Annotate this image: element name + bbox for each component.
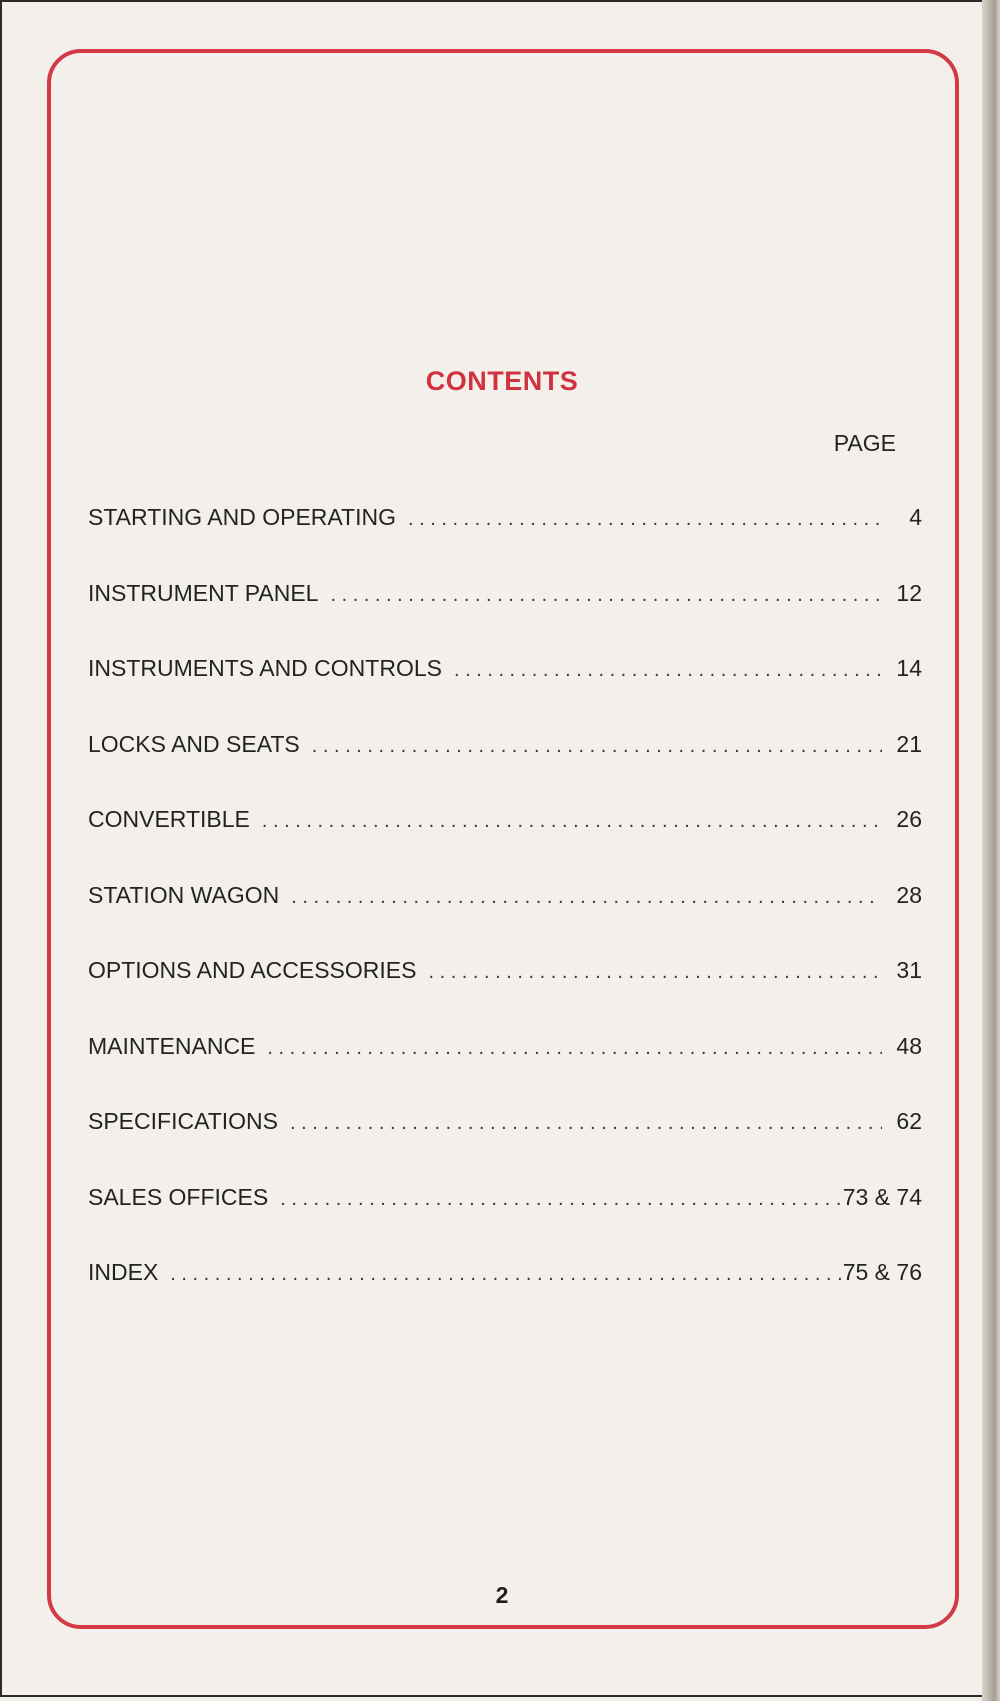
toc-entry-title: MAINTENANCE xyxy=(88,1032,256,1059)
toc-entry-title: INSTRUMENT PANEL xyxy=(88,579,319,606)
toc-entry xyxy=(88,731,922,807)
toc-entry-page: 12 xyxy=(896,579,922,606)
toc-entry-title: INSTRUMENTS AND CONTROLS xyxy=(88,655,442,681)
toc-entry xyxy=(88,1259,922,1335)
toc-entry-page: 4 xyxy=(909,504,922,530)
toc-entry-title: LOCKS AND SEATS xyxy=(88,730,300,757)
toc-dot-leader xyxy=(330,584,882,607)
toc-dot-leader xyxy=(428,961,882,984)
toc-entry xyxy=(88,1184,922,1260)
toc-dot-leader xyxy=(170,1263,840,1286)
toc-entry xyxy=(88,655,922,731)
toc-entry-title: SALES OFFICES xyxy=(88,1183,269,1210)
toc-entry xyxy=(88,882,922,958)
toc-dot-leader xyxy=(312,735,882,758)
toc-dot-leader xyxy=(290,1112,882,1135)
toc-entry xyxy=(88,580,922,656)
toc-dot-leader xyxy=(280,1188,840,1211)
toc-entry-title: STATION WAGON xyxy=(88,881,280,908)
toc-dot-leader xyxy=(262,810,882,833)
table-of-contents xyxy=(88,504,922,1335)
toc-entry-page: 73 & 74 xyxy=(842,1183,922,1210)
toc-entry-page: 62 xyxy=(896,1108,922,1134)
toc-entry-page: 14 xyxy=(896,655,922,681)
toc-entry xyxy=(88,504,922,580)
toc-entry-page: 31 xyxy=(896,957,922,983)
toc-entry xyxy=(88,1108,922,1184)
toc-entry-page: 26 xyxy=(896,806,922,832)
toc-entry-title: STARTING AND OPERATING xyxy=(88,504,396,530)
toc-dot-leader xyxy=(267,1037,882,1060)
toc-entry-page: 48 xyxy=(896,1032,922,1059)
toc-entry-title: CONVERTIBLE xyxy=(88,806,250,832)
toc-entry-title: SPECIFICATIONS xyxy=(88,1108,278,1134)
page-number: 2 xyxy=(495,1582,509,1608)
toc-entry-page: 75 & 76 xyxy=(842,1259,922,1285)
toc-entry-title: INDEX xyxy=(88,1259,159,1285)
toc-entry xyxy=(88,806,922,882)
toc-entry xyxy=(88,1033,922,1109)
page-column-header: PAGE xyxy=(833,430,896,456)
binding-edge xyxy=(982,0,1000,1701)
toc-entry-page: 21 xyxy=(896,730,922,757)
toc-dot-leader xyxy=(291,886,882,909)
toc-dot-leader xyxy=(454,659,882,682)
toc-entry-page: 28 xyxy=(896,881,922,908)
toc-dot-leader xyxy=(408,508,882,531)
toc-entry-title: OPTIONS AND ACCESSORIES xyxy=(88,957,417,983)
toc-entry xyxy=(88,957,922,1033)
page-title: CONTENTS xyxy=(425,366,579,396)
